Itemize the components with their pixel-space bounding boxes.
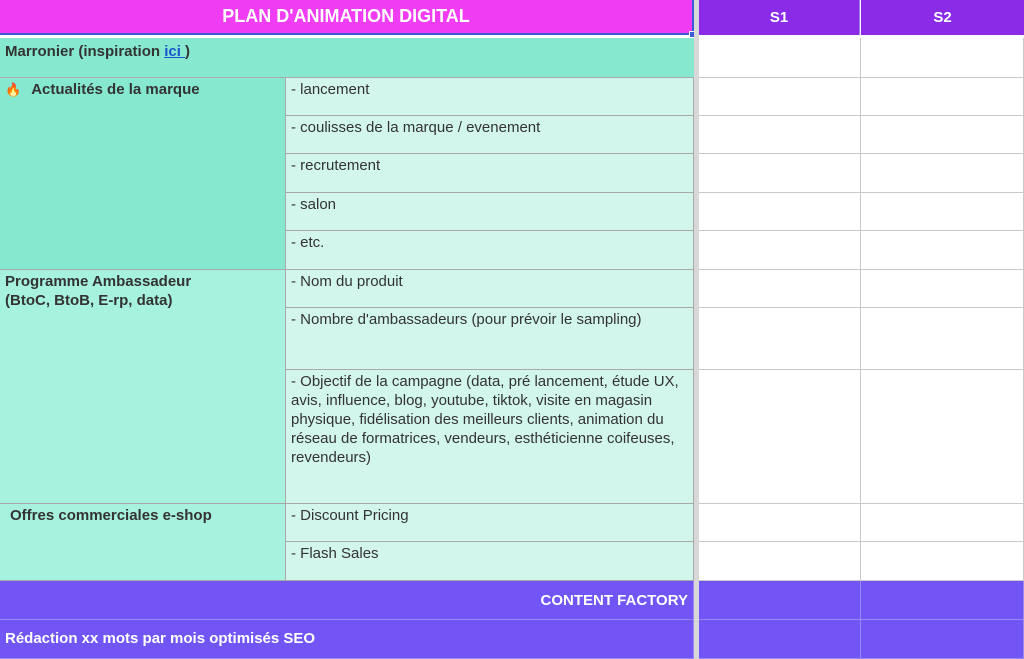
grid-cell[interactable] — [699, 116, 861, 154]
column-header-s1-label: S1 — [769, 9, 789, 26]
marronier-label-end: ) — [185, 43, 191, 60]
ambassadeur-item[interactable]: - Nom du produit — [286, 270, 694, 308]
grid-cell[interactable] — [861, 542, 1024, 581]
column-header-s2-label: S2 — [933, 9, 952, 26]
offres-item[interactable]: - Flash Sales — [286, 542, 694, 581]
grid-cell[interactable] — [861, 38, 1024, 78]
grid-cell-purple[interactable] — [861, 581, 1024, 620]
grid-cell[interactable] — [861, 504, 1024, 542]
offres-item[interactable]: - Discount Pricing — [286, 504, 694, 542]
grid-cell[interactable] — [861, 231, 1024, 270]
grid-cell-purple[interactable] — [861, 620, 1024, 659]
column-header-s2[interactable] — [861, 0, 1024, 35]
marronier-cell[interactable] — [0, 38, 694, 78]
grid-cell[interactable] — [861, 370, 1024, 504]
actualites-item[interactable]: - coulisses de la marque / evenement — [286, 116, 694, 154]
grid-cell-purple[interactable] — [699, 620, 861, 659]
actualites-item[interactable]: - recrutement — [286, 154, 694, 193]
actualites-item[interactable]: - etc. — [286, 231, 694, 270]
grid-cell[interactable] — [861, 308, 1024, 370]
content-factory-label: CONTENT FACTORY — [540, 592, 688, 609]
actualites-category-cell[interactable] — [0, 78, 286, 270]
grid-cell[interactable] — [699, 38, 861, 78]
ambassadeur-sublabel: (BtoC, BtoB, E-rp, data) — [5, 292, 173, 309]
grid-cell[interactable] — [699, 370, 861, 504]
grid-cell[interactable] — [699, 308, 861, 370]
marronier-label: Marronier (inspiration — [5, 43, 165, 60]
grid-cell[interactable] — [699, 270, 861, 308]
offres-category-cell[interactable] — [0, 504, 286, 581]
grid-cell[interactable] — [861, 270, 1024, 308]
inspiration-link[interactable]: ici — [164, 43, 186, 60]
ambassadeur-label: Programme Ambassadeur — [5, 273, 192, 290]
redaction-label: Rédaction xx mots par mois optimisés SEO — [5, 630, 316, 647]
content-factory-cell[interactable] — [0, 581, 694, 620]
grid-cell[interactable] — [861, 116, 1024, 154]
fire-icon: 🔥 — [5, 82, 22, 97]
offres-label: Offres commerciales e-shop — [10, 507, 212, 524]
grid-cell[interactable] — [699, 78, 861, 116]
actualites-label: Actualités de la marque — [31, 81, 200, 98]
grid-cell[interactable] — [699, 542, 861, 581]
column-header-s1[interactable] — [699, 0, 860, 35]
grid-cell[interactable] — [861, 78, 1024, 116]
title-cell[interactable] — [0, 0, 694, 35]
grid-cell[interactable] — [699, 504, 861, 542]
actualites-item[interactable]: - salon — [286, 193, 694, 231]
grid-cell[interactable] — [699, 231, 861, 270]
actualites-item[interactable]: - lancement — [286, 78, 694, 116]
ambassadeur-item[interactable]: - Nombre d'ambassadeurs (pour prévoir le sampling) — [286, 308, 694, 370]
ambassadeur-item[interactable]: - Objectif de la campagne (data, pré lancement, étude UX, avis, influence, blog, youtube, tiktok, visite en magasin physique, fidélisation des meilleurs clients, animation du réseau de formatrices, vendeurs, esthéticienne coifeuses, revendeurs) — [286, 370, 694, 504]
ambassadeur-category-cell[interactable] — [0, 270, 286, 504]
grid-cell[interactable] — [699, 154, 861, 193]
grid-cell[interactable] — [861, 193, 1024, 231]
grid-cell-purple[interactable] — [699, 581, 861, 620]
grid-cell[interactable] — [861, 154, 1024, 193]
grid-cell[interactable] — [699, 193, 861, 231]
page-title: PLAN D'ANIMATION DIGITAL — [222, 6, 470, 26]
redaction-cell[interactable] — [0, 620, 694, 659]
